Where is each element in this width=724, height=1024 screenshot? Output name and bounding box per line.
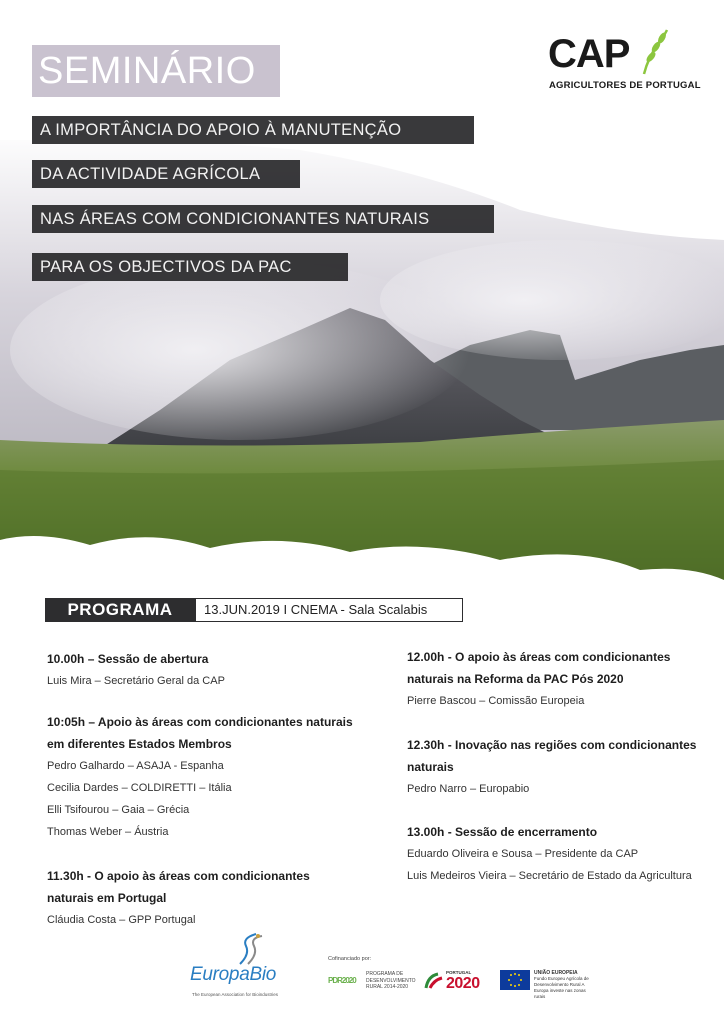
- item-heading: 12.30h - Inovação nas regiões com condicionantes: [407, 738, 697, 752]
- date-place: 13.JUN.2019 I CNEMA - Sala Scalabis: [195, 598, 463, 622]
- item-heading: 12.00h - O apoio às áreas com condicionantes: [407, 650, 671, 664]
- portugal2020-logo: [424, 968, 492, 994]
- speaker: Cláudia Costa – GPP Portugal: [47, 914, 196, 926]
- seminar-title: SEMINÁRIO: [32, 45, 280, 97]
- speaker: Eduardo Oliveira e Sousa – Presidente da CAP: [407, 848, 639, 860]
- cap-logo: [546, 28, 706, 96]
- eu-logo: [500, 968, 592, 999]
- program-item: [47, 648, 367, 692]
- program-item: [47, 711, 367, 843]
- europabio-subtitle: The European Association for Bioindustries: [192, 992, 279, 997]
- speaker: Pierre Bascou – Comissão Europeia: [407, 695, 585, 707]
- item-heading: 13.00h - Sessão de encerramento: [407, 825, 598, 839]
- speaker: Thomas Weber – Áustria: [47, 826, 169, 838]
- subtitle-line-2: DA ACTIVIDADE AGRÍCOLA: [32, 160, 300, 188]
- eu-text: [534, 970, 592, 1000]
- speaker: Luis Medeiros Vieira – Secretário de Estado da Agricultura: [407, 870, 692, 882]
- pdr2020-mark: PDR2020: [328, 976, 356, 985]
- item-heading: naturais: [407, 760, 454, 774]
- cofinanciado-label: Cofinanciado por:: [328, 956, 372, 962]
- speaker: Pedro Narro – Europabio: [407, 783, 530, 795]
- program-item: [407, 734, 724, 800]
- eu-flag-icon: [500, 970, 530, 990]
- portugal2020-icon: [424, 972, 444, 990]
- eu-title: UNIÃO EUROPEIA: [534, 970, 578, 976]
- cap-logo-name: CAP: [548, 32, 630, 76]
- wheat-leaf-icon: [640, 28, 670, 76]
- item-heading: 10.00h – Sessão de abertura: [47, 652, 209, 666]
- pdr2020-text: PROGRAMA DE DESENVOLVIMENTO RURAL 2014-2020: [366, 971, 416, 990]
- europabio-name: EuropaBio: [190, 964, 277, 985]
- program-item: [47, 865, 367, 931]
- pdr2020-logo: [328, 968, 416, 994]
- item-heading: 11.30h - O apoio às áreas com condicionantes: [47, 869, 310, 883]
- item-heading: naturais em Portugal: [47, 891, 167, 905]
- cap-logo-subtitle: AGRICULTORES DE PORTUGAL: [549, 80, 701, 91]
- portugal2020-label: PORTUGAL: [446, 970, 472, 975]
- europabio-logo: [188, 932, 298, 1004]
- program-item: [407, 821, 724, 887]
- speaker: Cecilia Dardes – COLDIRETTI – Itália: [47, 782, 232, 794]
- subtitle-line-1: A IMPORTÂNCIA DO APOIO À MANUTENÇÃO: [32, 116, 474, 144]
- eu-description: Fundo Europeu Agrícola de Desenvolvimento Rural A Europa investe nas zonas rurais: [534, 976, 589, 999]
- item-heading: naturais na Reforma da PAC Pós 2020: [407, 672, 624, 686]
- subtitle-line-4: PARA OS OBJECTIVOS DA PAC: [32, 253, 348, 281]
- item-heading: em diferentes Estados Membros: [47, 737, 232, 751]
- item-heading: 10:05h – Apoio às áreas com condicionantes naturais: [47, 715, 353, 729]
- speaker: Luis Mira – Secretário Geral da CAP: [47, 675, 225, 687]
- speaker: Elli Tsifourou – Gaia – Grécia: [47, 804, 190, 816]
- programa-label: PROGRAMA: [45, 598, 195, 622]
- speaker: Pedro Galhardo – ASAJA - Espanha: [47, 760, 224, 772]
- program-item: [407, 646, 724, 712]
- dna-helix-icon: [236, 932, 266, 966]
- portugal2020-number: 2020: [446, 975, 480, 992]
- subtitle-line-3: NAS ÁREAS COM CONDICIONANTES NATURAIS: [32, 205, 494, 233]
